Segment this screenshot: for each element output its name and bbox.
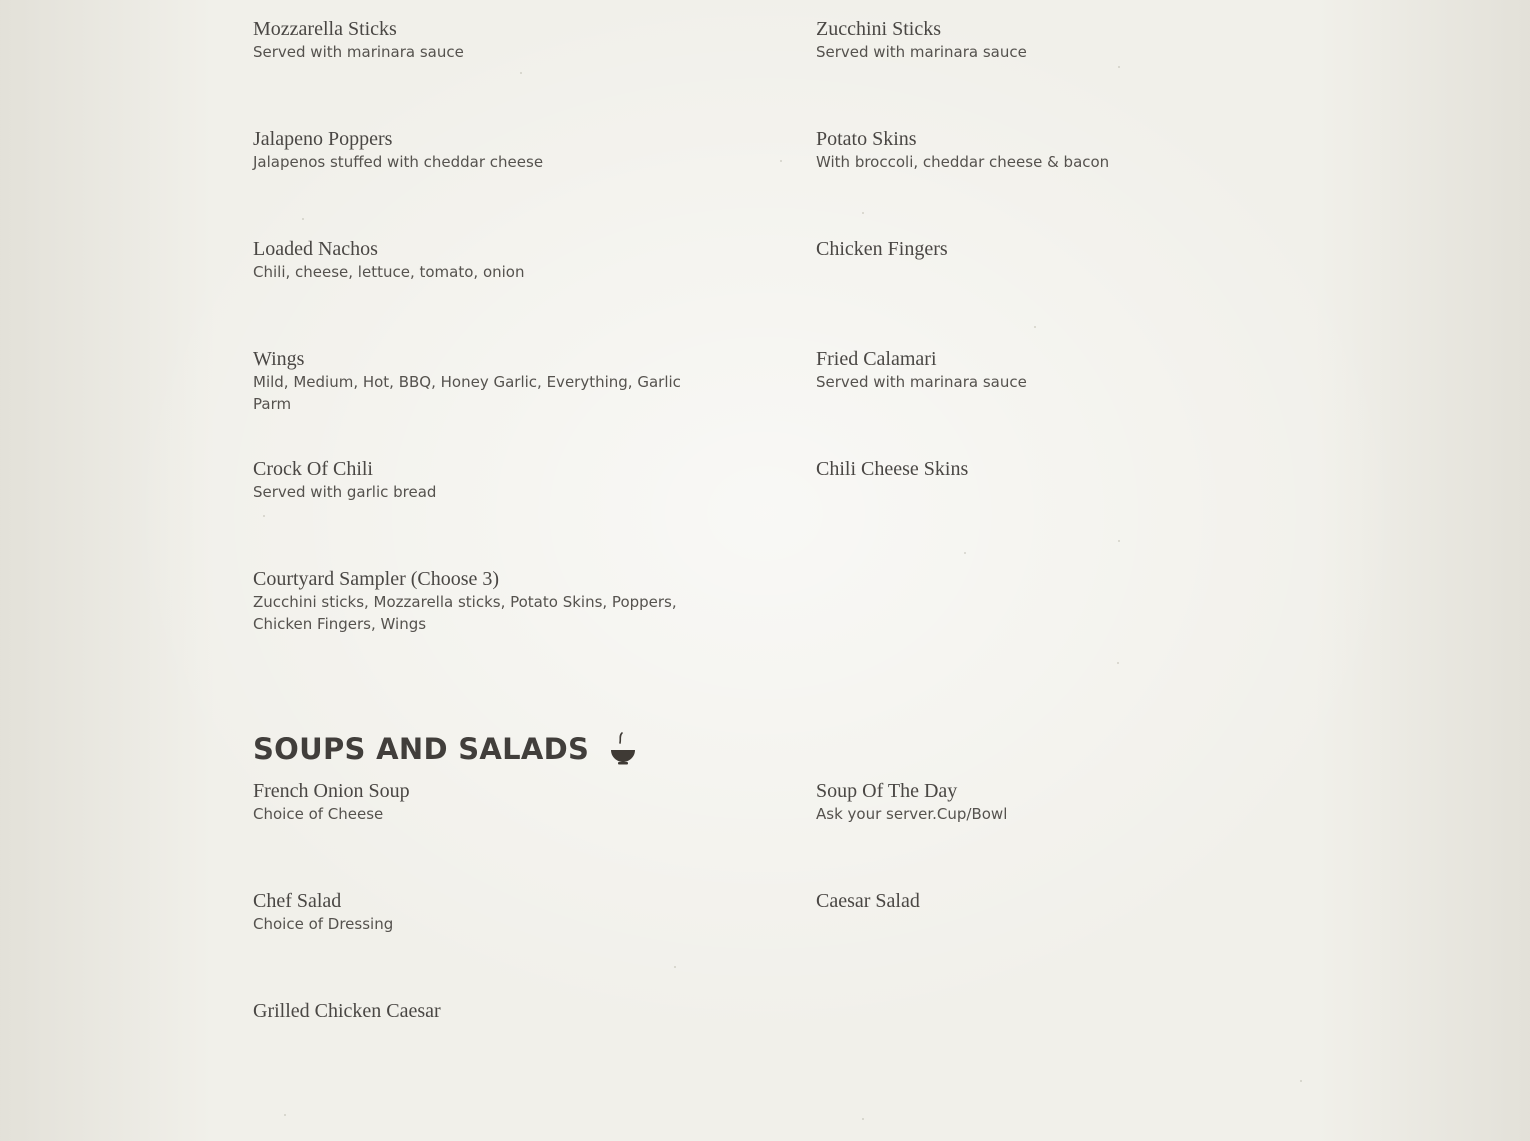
paper-texture	[1300, 1080, 1302, 1082]
menu-item-description: Choice of Dressing	[253, 915, 394, 933]
menu-item	[253, 348, 693, 415]
menu-item	[253, 780, 693, 825]
paper-texture	[1034, 326, 1036, 328]
menu-item-name: Crock Of Chili	[253, 458, 373, 480]
section-heading-soups-salads	[253, 728, 637, 770]
menu-item	[816, 128, 1256, 173]
paper-texture	[862, 212, 864, 214]
menu-item-name: Grilled Chicken Caesar	[253, 1000, 441, 1022]
menu-item-description: Chili, cheese, lettuce, tomato, onion	[253, 263, 525, 281]
section-title: SOUPS AND SALADS	[253, 732, 590, 766]
menu-item-description: With broccoli, cheddar cheese & bacon	[816, 153, 1110, 171]
menu-item-description: Served with marinara sauce	[816, 43, 1027, 61]
menu-item-name: Soup Of The Day	[816, 780, 958, 802]
menu-item	[253, 458, 693, 503]
paper-texture	[1118, 66, 1120, 68]
menu-item-name: Wings	[253, 348, 305, 370]
paper-texture	[964, 552, 966, 554]
menu-item-name: Fried Calamari	[816, 348, 937, 370]
paper-texture	[862, 1118, 864, 1120]
menu-item-description: Served with marinara sauce	[253, 43, 464, 61]
menu-item-name: Zucchini Sticks	[816, 18, 941, 40]
paper-texture	[263, 515, 265, 517]
menu-item	[253, 1000, 693, 1023]
menu-item-description: Ask your server.Cup/Bowl	[816, 805, 1008, 823]
menu-item-name: Chef Salad	[253, 890, 342, 912]
menu-item	[253, 890, 693, 935]
menu-item-name: French Onion Soup	[253, 780, 410, 802]
paper-texture	[302, 218, 304, 220]
paper-texture	[674, 966, 676, 968]
menu-item	[816, 18, 1256, 63]
menu-item-name: Courtyard Sampler (Choose 3)	[253, 568, 500, 590]
menu-item	[253, 568, 693, 635]
menu-item	[816, 780, 1256, 825]
menu-item	[253, 128, 693, 173]
menu-item-description: Served with marinara sauce	[816, 373, 1027, 391]
menu-item-description: Mild, Medium, Hot, BBQ, Honey Garlic, Everything, Garlic Parm	[253, 373, 681, 413]
menu-item-name: Jalapeno Poppers	[253, 128, 393, 150]
menu-item	[816, 238, 1256, 261]
menu-item-name: Mozzarella Sticks	[253, 18, 397, 40]
menu-item-description: Zucchini sticks, Mozzarella sticks, Potato Skins, Poppers, Chicken Fingers, Wings	[253, 593, 677, 633]
menu-item	[253, 18, 693, 63]
paper-texture	[520, 72, 522, 74]
paper-texture	[780, 160, 782, 162]
menu-item-name: Potato Skins	[816, 128, 917, 150]
menu-item	[253, 238, 693, 283]
menu-item-name: Loaded Nachos	[253, 238, 378, 260]
menu-item	[816, 890, 1256, 913]
soup-bowl-icon	[609, 731, 637, 767]
menu-item-name: Chicken Fingers	[816, 238, 948, 260]
menu-item-name: Chili Cheese Skins	[816, 458, 969, 480]
menu-item	[816, 458, 1256, 481]
paper-texture	[284, 1114, 286, 1116]
menu-item-description: Choice of Cheese	[253, 805, 384, 823]
menu-item-description: Jalapenos stuffed with cheddar cheese	[253, 153, 544, 171]
paper-texture	[1117, 662, 1119, 664]
menu-item-description: Served with garlic bread	[253, 483, 437, 501]
menu-item-name: Caesar Salad	[816, 890, 920, 912]
menu-item	[816, 348, 1256, 393]
paper-texture	[1118, 540, 1120, 542]
